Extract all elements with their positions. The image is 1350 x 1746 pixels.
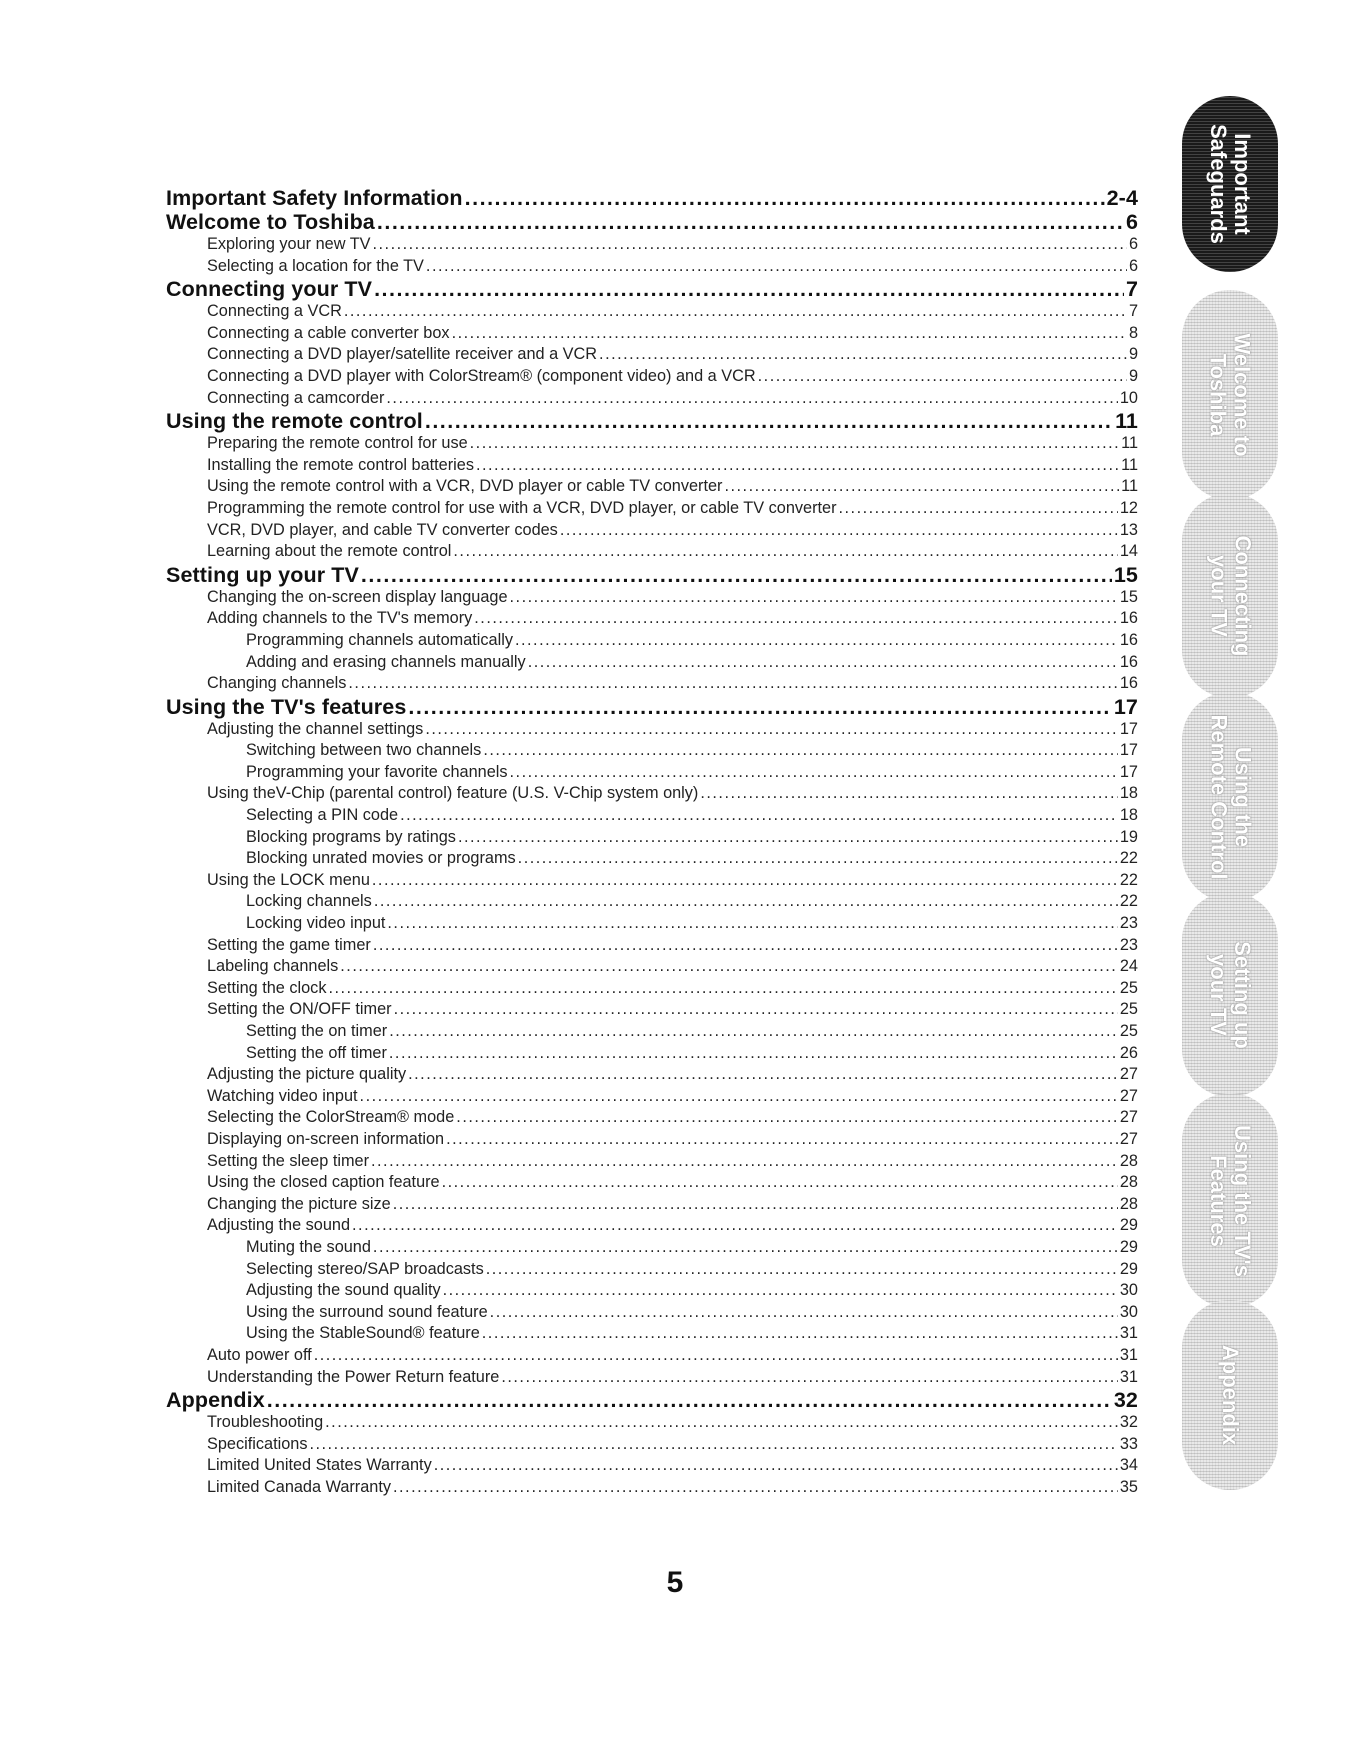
entry-page: 17 [1119,719,1138,738]
entry-page: 13 [1119,520,1138,539]
entry-title: Using the surround sound feature [246,1302,488,1321]
entry-page: 15 [1119,587,1138,606]
entry-page: 23 [1119,914,1138,933]
dot-leader [434,1455,1118,1477]
entry-title: Selecting a location for the TV [207,256,424,275]
section-page: 32 [1113,1388,1138,1413]
dot-leader [361,563,1112,587]
entry-page: 28 [1119,1173,1138,1192]
toc-entry[interactable] [166,848,1138,870]
dot-leader [452,323,1127,345]
section-title: Appendix [166,1388,265,1413]
toc-entry[interactable] [166,256,1138,278]
entry-title: Setting the off timer [246,1043,387,1062]
toc-entry[interactable] [166,476,1138,498]
entry-title: Connecting a DVD player with ColorStream® (component video) and a VCR [207,366,756,385]
dot-leader [458,827,1118,849]
entry-title: Setting the ON/OFF timer [207,1000,392,1019]
table-of-contents [166,186,1138,1498]
entry-page: 25 [1119,978,1138,997]
dot-leader [352,1215,1118,1237]
side-tab[interactable] [1182,1300,1278,1490]
section-title: Using the remote control [166,409,423,434]
toc-entry[interactable] [166,1345,1138,1367]
dot-leader [465,186,1105,210]
dot-leader [314,1345,1118,1367]
dot-leader [386,388,1117,410]
toc-entry[interactable] [166,1367,1138,1389]
toc-entry[interactable] [166,999,1138,1021]
toc-entry[interactable] [166,1412,1138,1434]
dot-leader [490,1302,1118,1324]
entry-page: 11 [1121,477,1138,496]
side-tab[interactable] [1182,493,1278,698]
toc-entry[interactable] [166,587,1138,609]
entry-title: Setting the clock [207,978,327,997]
toc-entry[interactable] [166,1043,1138,1065]
section-title: Connecting your TV [166,277,373,302]
toc-entry[interactable] [166,498,1138,520]
entry-page: 29 [1119,1216,1138,1235]
side-tab-label: Important Safeguards [1206,124,1256,244]
entry-title: Understanding the Power Return feature [207,1367,500,1386]
entry-page: 32 [1119,1413,1138,1432]
dot-leader [599,344,1127,366]
entry-title: Connecting a cable converter box [207,323,450,342]
entry-title: Exploring your new TV [207,235,371,253]
dot-leader [374,891,1118,913]
entry-title: Changing the on-screen display language [207,587,508,606]
entry-title: Limited Canada Warranty [207,1477,391,1496]
toc-entry[interactable] [166,366,1138,388]
side-tab[interactable] [1182,692,1278,902]
dot-leader [443,1280,1118,1302]
entry-page: 11 [1121,455,1138,474]
entry-page: 28 [1119,1194,1138,1213]
toc-entry[interactable] [166,1477,1138,1499]
entry-page: 16 [1119,630,1138,649]
dot-leader [400,805,1118,827]
entry-title: Labeling channels [207,957,339,976]
toc-entry[interactable] [166,783,1138,805]
entry-title: Selecting stereo/SAP broadcasts [246,1259,484,1278]
toc-entry[interactable] [166,388,1138,410]
entry-title: Connecting a camcorder [207,388,385,407]
entry-page: 30 [1119,1302,1138,1321]
entry-page: 8 [1128,323,1138,342]
entry-title: Setting the on timer [246,1022,388,1040]
dot-leader [528,652,1118,674]
dot-leader [393,1477,1118,1499]
entry-title: Blocking unrated movies or programs [246,849,516,868]
dot-leader [408,695,1111,719]
toc-entry[interactable] [166,344,1138,366]
dot-leader [724,476,1119,498]
entry-title: Switching between two channels [246,741,482,760]
toc-entry[interactable] [166,630,1138,652]
toc-entry[interactable] [166,541,1138,563]
entry-title: Programming your favorite channels [246,762,508,781]
toc-entry[interactable] [166,1280,1138,1302]
toc-entry[interactable] [166,978,1138,1000]
entry-page: 28 [1119,1151,1138,1170]
entry-page: 31 [1119,1345,1138,1364]
section-page: 2-4 [1106,186,1138,210]
entry-page: 27 [1119,1086,1138,1105]
toc-section-heading[interactable] [166,186,1138,210]
toc-entry[interactable] [166,455,1138,477]
toc-entry[interactable] [166,935,1138,957]
section-page: 6 [1125,210,1138,234]
entry-page: 27 [1119,1065,1138,1084]
toc-entry[interactable] [166,762,1138,784]
toc-entry[interactable] [166,673,1138,695]
dot-leader [476,455,1119,477]
toc-entry[interactable] [166,827,1138,849]
entry-title: Using the remote control with a VCR, DVD player or cable TV converter [207,477,723,496]
entry-title: Troubleshooting [207,1413,324,1432]
dot-leader [372,870,1118,892]
toc-entry[interactable] [166,1259,1138,1281]
entry-title: Using the LOCK menu [207,870,370,889]
entry-title: Adding and erasing channels manually [246,652,526,671]
dot-leader [442,1172,1118,1194]
page-number: 5 [666,1566,684,1599]
entry-title: Watching video input [207,1086,358,1105]
dot-leader [309,1434,1117,1456]
entry-title: Selecting a PIN code [246,806,399,825]
entry-page: 16 [1119,609,1138,628]
side-tab-label: Setting up your TV [1206,940,1256,1049]
entry-page: 18 [1119,806,1138,825]
entry-title: Displaying on-screen information [207,1129,445,1148]
toc-entry[interactable] [166,805,1138,827]
entry-title: Blocking programs by ratings [246,827,456,846]
toc-entry[interactable] [166,652,1138,674]
entry-page: 6 [1128,235,1138,253]
side-tab[interactable] [1182,290,1278,500]
section-page: 15 [1113,562,1138,587]
toc-entry[interactable] [166,1194,1138,1216]
dot-leader [453,541,1117,563]
dot-leader [515,630,1118,652]
dot-leader [425,719,1118,741]
toc-entry[interactable] [166,1086,1138,1108]
toc-entry[interactable] [166,301,1138,323]
dot-leader [518,848,1118,870]
side-tab-label: Using the Remote Control [1206,714,1255,880]
entry-page: 25 [1119,1022,1138,1040]
toc-entry[interactable] [166,1323,1138,1345]
entry-page: 18 [1119,784,1138,803]
dot-leader [483,740,1118,762]
toc-section-heading[interactable] [166,210,1138,234]
dot-leader [267,1388,1112,1412]
dot-leader [348,673,1117,695]
entry-title: Setting the sleep timer [207,1151,369,1170]
side-tab-label: Connecting your TV [1206,535,1255,656]
toc-section-heading[interactable] [166,1388,1138,1412]
entry-title: Auto power off [207,1345,312,1364]
entry-page: 16 [1119,652,1138,671]
dot-leader [474,608,1118,630]
dot-leader [387,913,1117,935]
dot-leader [408,1064,1118,1086]
side-tabs [1182,0,1282,1746]
entry-page: 11 [1121,434,1138,453]
entry-title: Adjusting the sound [207,1216,351,1235]
entry-title: Connecting a DVD player/satellite receiver and a VCR [207,345,598,364]
entry-page: 23 [1119,935,1138,954]
toc-entry[interactable] [166,956,1138,978]
dot-leader [393,1194,1118,1216]
toc-entry[interactable] [166,1107,1138,1129]
entry-page: 16 [1119,674,1138,693]
side-tab-label: Using the TV's Features [1206,1124,1256,1277]
toc-entry[interactable] [166,1151,1138,1173]
dot-leader [389,1021,1118,1043]
side-tab[interactable] [1182,96,1278,272]
dot-leader [700,783,1118,805]
entry-page: 26 [1119,1043,1138,1062]
toc-entry[interactable] [166,1302,1138,1324]
entry-page: 17 [1119,762,1138,781]
toc-entry[interactable] [166,1064,1138,1086]
side-tab-label: Appendix [1218,1344,1244,1446]
toc-entry[interactable] [166,891,1138,913]
entry-page: 7 [1128,302,1138,321]
entry-title: Muting the sound [246,1237,371,1256]
entry-page: 33 [1119,1434,1138,1453]
entry-page: 9 [1128,366,1138,385]
entry-page: 27 [1119,1129,1138,1148]
entry-title: Adjusting the sound quality [246,1281,441,1300]
entry-page: 19 [1119,827,1138,846]
entry-page: 30 [1119,1281,1138,1300]
dot-leader [446,1129,1118,1151]
dot-leader [456,1107,1118,1129]
toc-entry[interactable] [166,719,1138,741]
section-title: Setting up your TV [166,562,359,587]
dot-leader [470,433,1119,455]
entry-page: 34 [1119,1456,1138,1475]
entry-title: Limited United States Warranty [207,1456,432,1475]
dot-leader [371,1151,1118,1173]
toc-entry[interactable] [166,1172,1138,1194]
dot-leader [328,978,1117,1000]
dot-leader [425,409,1113,433]
dot-leader [510,587,1118,609]
toc-section-heading[interactable] [166,277,1138,301]
entry-page: 29 [1119,1237,1138,1256]
section-page: 7 [1125,277,1138,302]
section-title: Important Safety Information [166,186,463,210]
toc-entry[interactable] [166,1129,1138,1151]
entry-title: Using the closed caption feature [207,1173,440,1192]
dot-leader [426,256,1127,278]
entry-title: Adding channels to the TV's memory [207,609,473,628]
toc-entry[interactable] [166,1215,1138,1237]
toc-entry[interactable] [166,1021,1138,1043]
dot-leader [394,999,1118,1021]
entry-title: Using theV-Chip (parental control) feature (U.S. V-Chip system only) [207,784,699,803]
entry-page: 10 [1119,388,1138,407]
entry-title: Learning about the remote control [207,542,452,561]
entry-title: Connecting a VCR [207,302,342,321]
dot-leader [839,498,1118,520]
toc-entry[interactable] [166,1237,1138,1259]
entry-page: 6 [1128,256,1138,275]
entry-title: Programming the remote control for use with a VCR, DVD player, or cable TV converter [207,498,837,517]
entry-page: 31 [1119,1324,1138,1343]
toc-entry[interactable] [166,740,1138,762]
entry-title: Installing the remote control batteries [207,455,474,474]
entry-title: Preparing the remote control for use [207,434,468,453]
entry-title: Adjusting the picture quality [207,1065,407,1084]
entry-title: Setting the game timer [207,935,371,954]
toc-entry[interactable] [166,1455,1138,1477]
entry-title: Selecting the ColorStream® mode [207,1108,455,1127]
toc-entry[interactable] [166,323,1138,345]
toc-section-heading[interactable] [166,409,1138,433]
entry-page: 14 [1119,542,1138,561]
toc-entry[interactable] [166,913,1138,935]
dot-leader [373,1237,1118,1259]
section-page: 17 [1113,694,1138,719]
entry-page: 29 [1119,1259,1138,1278]
entry-title: Changing channels [207,674,347,693]
entry-title: Using the StableSound® feature [246,1324,480,1343]
side-tab-label: Welcome to Toshiba [1206,333,1255,457]
entry-title: VCR, DVD player, and cable TV converter codes [207,520,558,539]
dot-leader [758,366,1127,388]
dot-leader [501,1367,1118,1389]
entry-title: Programming channels automatically [246,630,513,649]
entry-title: Locking channels [246,892,372,911]
dot-leader [486,1259,1118,1281]
entry-page: 24 [1119,957,1138,976]
entry-title: Changing the picture size [207,1194,391,1213]
toc-section-heading[interactable] [166,563,1138,587]
entry-title: Locking video input [246,914,386,933]
dot-leader [344,301,1127,323]
side-tab[interactable] [1182,892,1278,1097]
toc-entry[interactable] [166,608,1138,630]
side-tab[interactable] [1182,1093,1278,1308]
entry-page: 22 [1119,870,1138,889]
toc-entry[interactable] [166,870,1138,892]
entry-page: 22 [1119,849,1138,868]
entry-page: 31 [1119,1367,1138,1386]
toc-entry[interactable] [166,520,1138,542]
entry-page: 17 [1119,741,1138,760]
toc-entry[interactable] [166,1434,1138,1456]
entry-title: Specifications [207,1434,308,1453]
dot-leader [325,1412,1118,1434]
entry-page: 9 [1128,345,1138,364]
dot-leader [373,234,1127,256]
section-page: 11 [1115,409,1138,434]
toc-section-heading[interactable] [166,695,1138,719]
entry-page: 22 [1119,892,1138,911]
dot-leader [374,277,1124,301]
entry-page: 12 [1119,498,1138,517]
entry-title: Adjusting the channel settings [207,719,424,738]
dot-leader [482,1323,1118,1345]
entry-page: 35 [1119,1477,1138,1496]
entry-page: 25 [1119,1000,1138,1019]
entry-page: 27 [1119,1108,1138,1127]
toc-entry[interactable] [166,433,1138,455]
dot-leader [340,956,1118,978]
dot-leader [560,520,1118,542]
section-title: Welcome to Toshiba [166,210,375,234]
section-title: Using the TV's features [166,694,407,719]
toc-entry[interactable] [166,234,1138,256]
dot-leader [389,1043,1118,1065]
dot-leader [360,1086,1118,1108]
dot-leader [510,762,1118,784]
dot-leader [373,935,1118,957]
dot-leader [377,210,1124,234]
